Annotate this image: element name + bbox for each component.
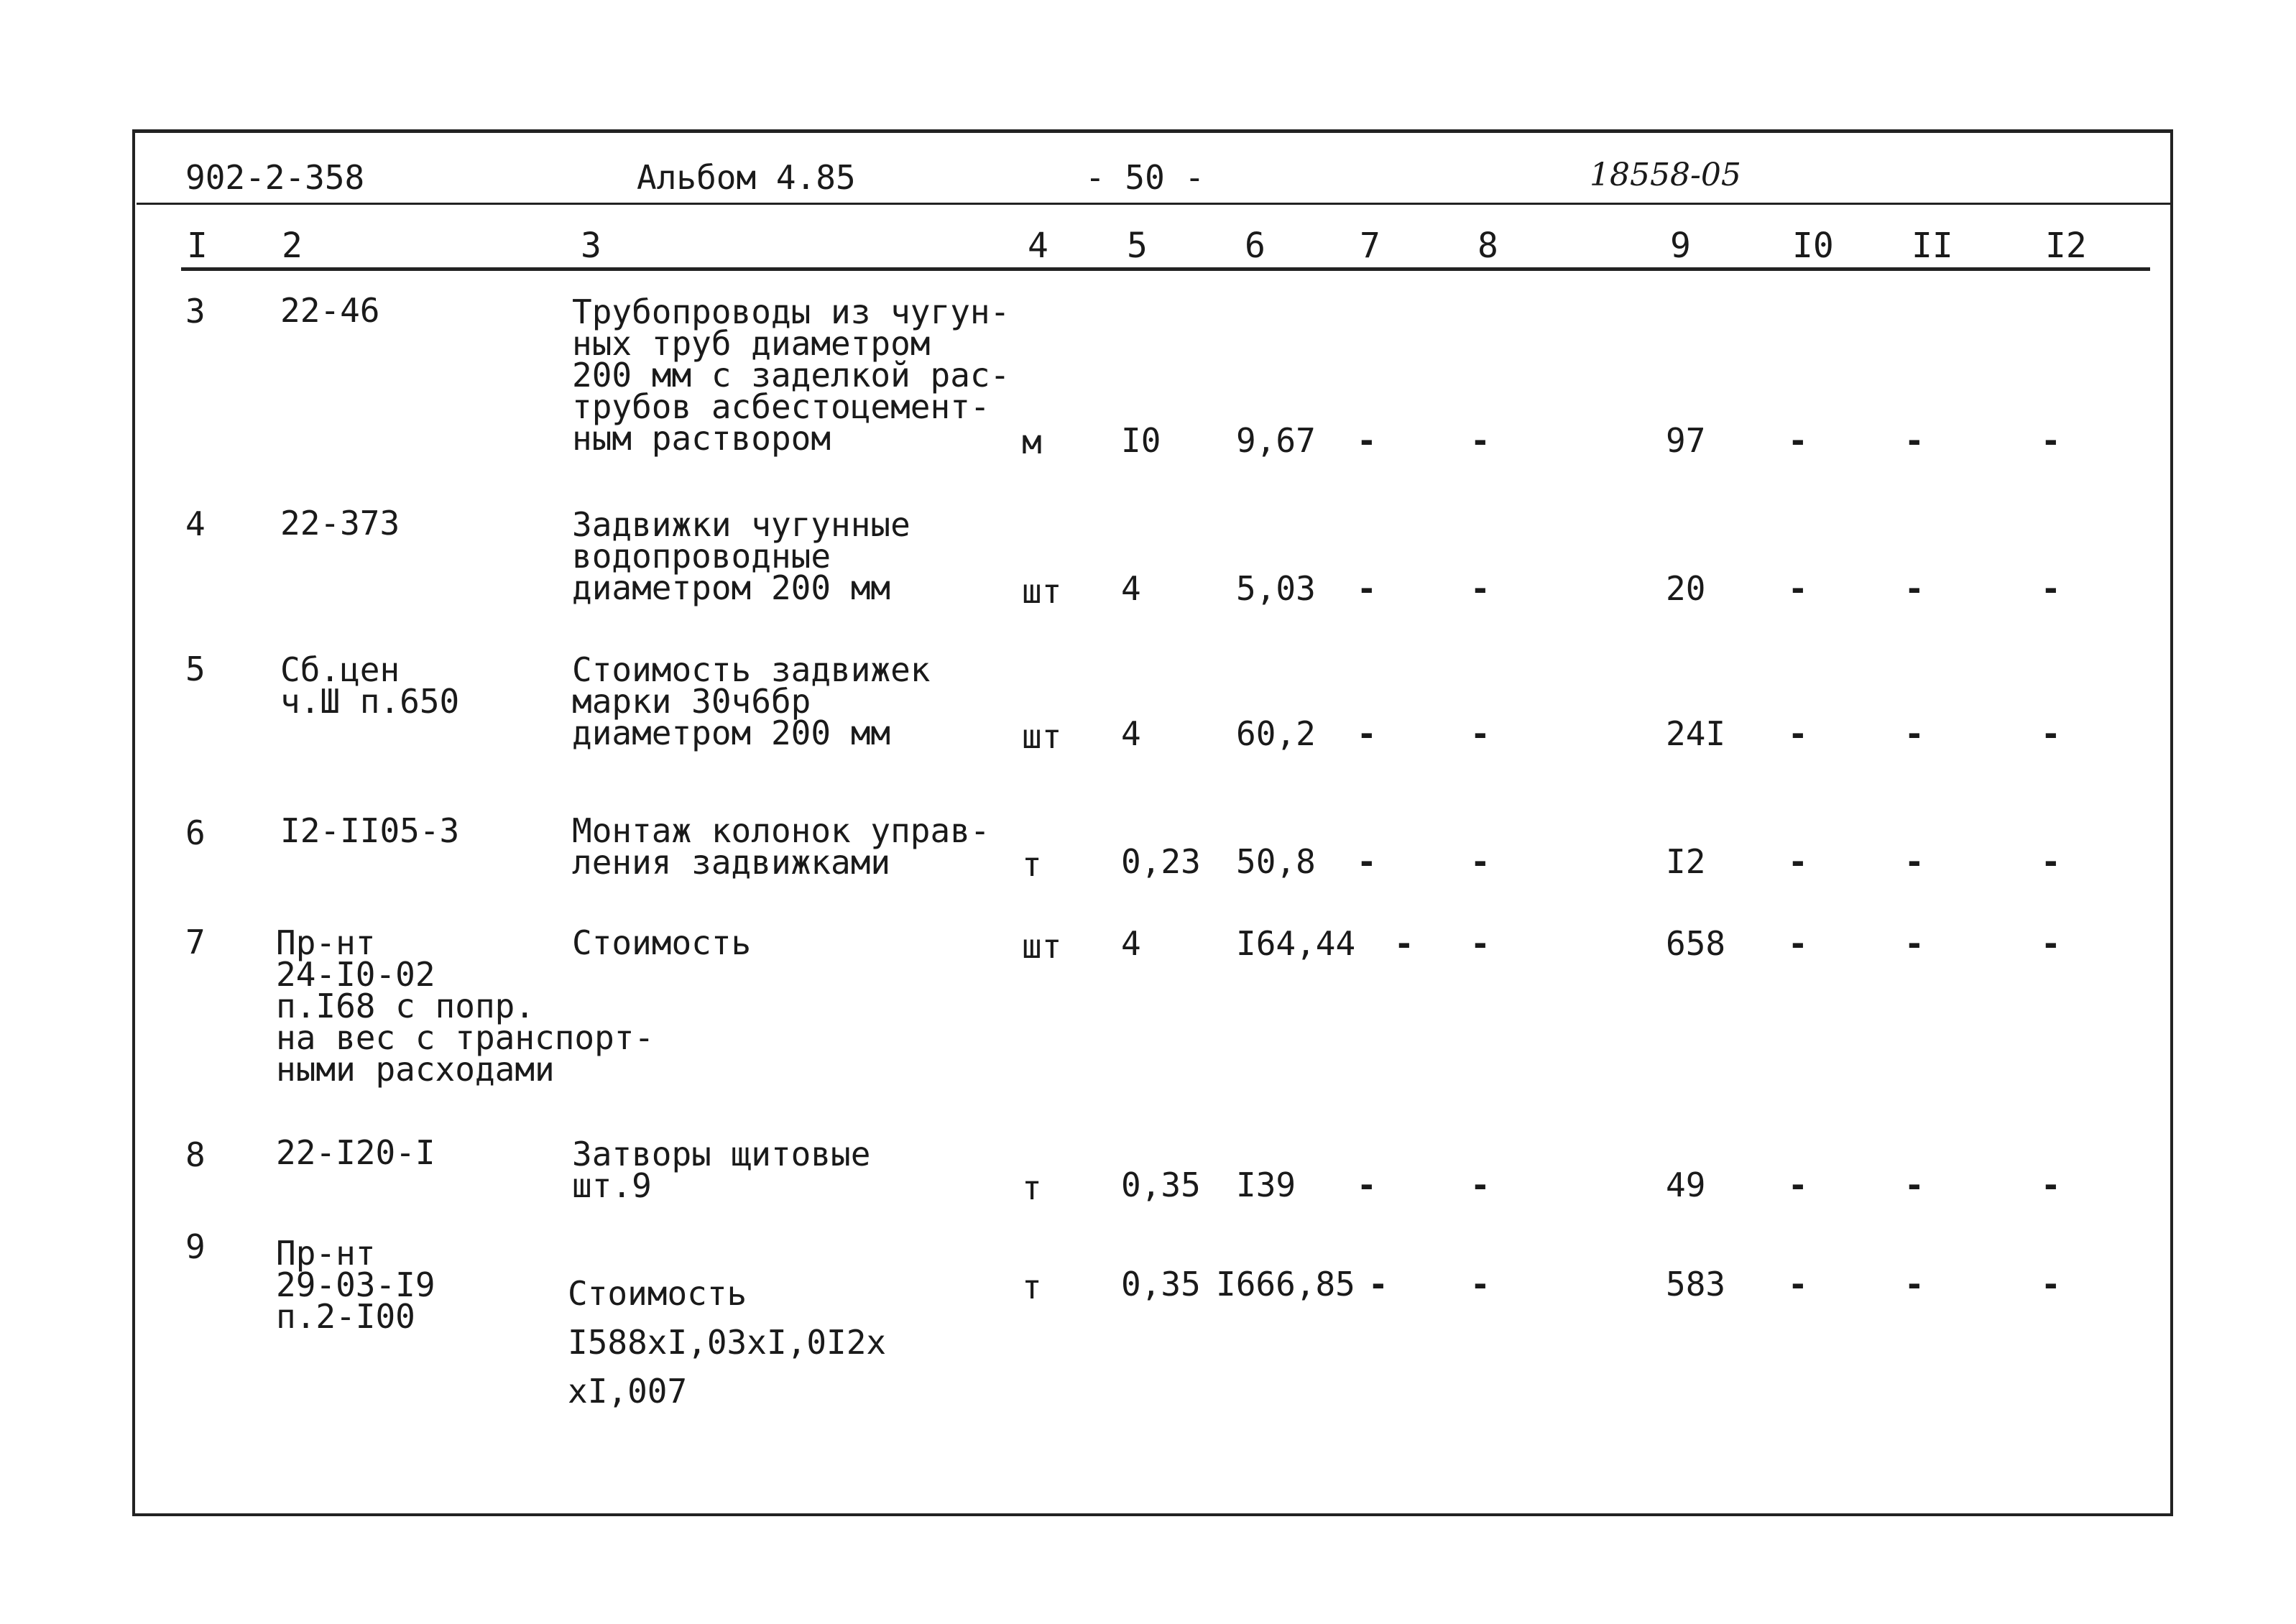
header-divider xyxy=(137,203,2170,205)
col12-value: - xyxy=(2041,714,2061,753)
quantity: 4 xyxy=(1121,569,1141,608)
quantity: 4 xyxy=(1121,714,1141,753)
col8-value: - xyxy=(1470,1265,1490,1304)
rate-code: Пр-нт 24-I0-02 п.I68 с попр. на вес с транспорт- ными расходами xyxy=(276,923,655,1089)
row-number: 6 xyxy=(185,813,206,852)
unit: т xyxy=(1022,845,1042,884)
row-number: 5 xyxy=(185,650,206,688)
col7-value: - xyxy=(1394,924,1414,963)
col11-value: - xyxy=(1904,1265,1924,1304)
column-header: 9 xyxy=(1670,226,1691,266)
col10-value: - xyxy=(1788,1265,1808,1304)
unit: шт xyxy=(1022,927,1062,966)
col12-value: - xyxy=(2041,421,2061,460)
total-value: 24I xyxy=(1666,714,1726,753)
quantity: 0,35 xyxy=(1121,1166,1201,1204)
total-value: 20 xyxy=(1666,569,1706,608)
rate-code: 22-373 xyxy=(280,504,400,543)
col11-value: - xyxy=(1904,714,1924,753)
col10-value: - xyxy=(1788,924,1808,963)
unit-price: 50,8 xyxy=(1236,842,1316,881)
col7-value: - xyxy=(1357,569,1377,608)
col10-value: - xyxy=(1788,421,1808,460)
col12-value: - xyxy=(2041,924,2061,963)
col11-value: - xyxy=(1904,1166,1924,1204)
column-header: 7 xyxy=(1360,226,1380,266)
unit-price: 9,67 xyxy=(1236,421,1316,460)
unit-price: 60,2 xyxy=(1236,714,1316,753)
col8-value: - xyxy=(1470,421,1490,460)
col7-value: - xyxy=(1357,842,1377,881)
album-label: Альбом 4.85 xyxy=(637,158,856,197)
unit: т xyxy=(1022,1168,1042,1207)
col8-value: - xyxy=(1470,714,1490,753)
col11-value: - xyxy=(1904,569,1924,608)
col11-value: - xyxy=(1904,842,1924,881)
col7-value: - xyxy=(1368,1265,1388,1304)
rate-code: Сб.цен ч.Ш п.650 xyxy=(280,650,460,721)
col10-value: - xyxy=(1788,1166,1808,1204)
work-description: Стоимость задвижек марки 30ч6бр диаметром 200 мм xyxy=(572,650,931,752)
column-header: I xyxy=(187,226,208,266)
total-value: 97 xyxy=(1666,421,1706,460)
total-value: 658 xyxy=(1666,924,1726,963)
row-number: 8 xyxy=(185,1135,206,1174)
col10-value: - xyxy=(1788,714,1808,753)
col12-value: - xyxy=(2041,1166,2061,1204)
unit: т xyxy=(1022,1268,1042,1306)
col11-value: - xyxy=(1904,421,1924,460)
column-header: 2 xyxy=(282,226,303,266)
row-number: 7 xyxy=(185,923,206,961)
quantity: I0 xyxy=(1121,421,1161,460)
unit: м xyxy=(1022,423,1042,461)
rate-code: Пр-нт 29-03-I9 п.2-I00 xyxy=(276,1234,435,1336)
quantity: 0,35 xyxy=(1121,1265,1201,1304)
work-description: Стоимость I588xI,03xI,0I2x xI,007 xyxy=(568,1274,887,1411)
handwritten-number: 18558-05 xyxy=(1590,157,1741,193)
column-header: 3 xyxy=(581,226,601,266)
rate-code: I2-II05-3 xyxy=(280,811,460,850)
col10-value: - xyxy=(1788,569,1808,608)
quantity: 4 xyxy=(1121,924,1141,963)
work-description: Монтаж колонок управ- ления задвижками xyxy=(572,811,990,882)
unit-price: 5,03 xyxy=(1236,569,1316,608)
col8-value: - xyxy=(1470,569,1490,608)
col12-value: - xyxy=(2041,569,2061,608)
column-header: 5 xyxy=(1127,226,1148,266)
row-number: 3 xyxy=(185,292,206,331)
column-header: 8 xyxy=(1477,226,1498,266)
document-code: 902-2-358 xyxy=(185,158,365,197)
unit-price: I64,44 xyxy=(1236,924,1356,963)
row-number: 9 xyxy=(185,1227,206,1266)
total-value: 583 xyxy=(1666,1265,1726,1304)
col7-value: - xyxy=(1357,421,1377,460)
column-header-underline xyxy=(181,267,2150,271)
quantity: 0,23 xyxy=(1121,842,1201,881)
page-number: - 50 - xyxy=(1085,158,1205,197)
col11-value: - xyxy=(1904,924,1924,963)
row-number: 4 xyxy=(185,504,206,543)
column-header: 4 xyxy=(1028,226,1048,266)
work-description: Затворы щитовые шт.9 xyxy=(572,1135,871,1205)
col12-value: - xyxy=(2041,842,2061,881)
col8-value: - xyxy=(1470,924,1490,963)
col12-value: - xyxy=(2041,1265,2061,1304)
total-value: I2 xyxy=(1666,842,1706,881)
total-value: 49 xyxy=(1666,1166,1706,1204)
work-description: Трубопроводы из чугун- ных труб диаметром 200 мм с заделкой рас- трубов асбестоцемент- ным раствором xyxy=(572,292,1010,458)
work-description: Стоимость xyxy=(572,923,752,962)
column-header: 6 xyxy=(1245,226,1265,266)
unit-price: I39 xyxy=(1236,1166,1296,1204)
col7-value: - xyxy=(1357,1166,1377,1204)
column-header: II xyxy=(1912,226,1953,266)
column-header: I2 xyxy=(2045,226,2087,266)
rate-code: 22-46 xyxy=(280,291,380,330)
col10-value: - xyxy=(1788,842,1808,881)
work-description: Задвижки чугунные водопроводные диаметром 200 мм xyxy=(572,505,910,607)
unit: шт xyxy=(1022,717,1062,756)
col8-value: - xyxy=(1470,842,1490,881)
rate-code: 22-I20-I xyxy=(276,1133,435,1172)
unit-price: I666,85 xyxy=(1216,1265,1355,1304)
col7-value: - xyxy=(1357,714,1377,753)
column-header: I0 xyxy=(1792,226,1834,266)
col8-value: - xyxy=(1470,1166,1490,1204)
unit: шт xyxy=(1022,572,1062,611)
